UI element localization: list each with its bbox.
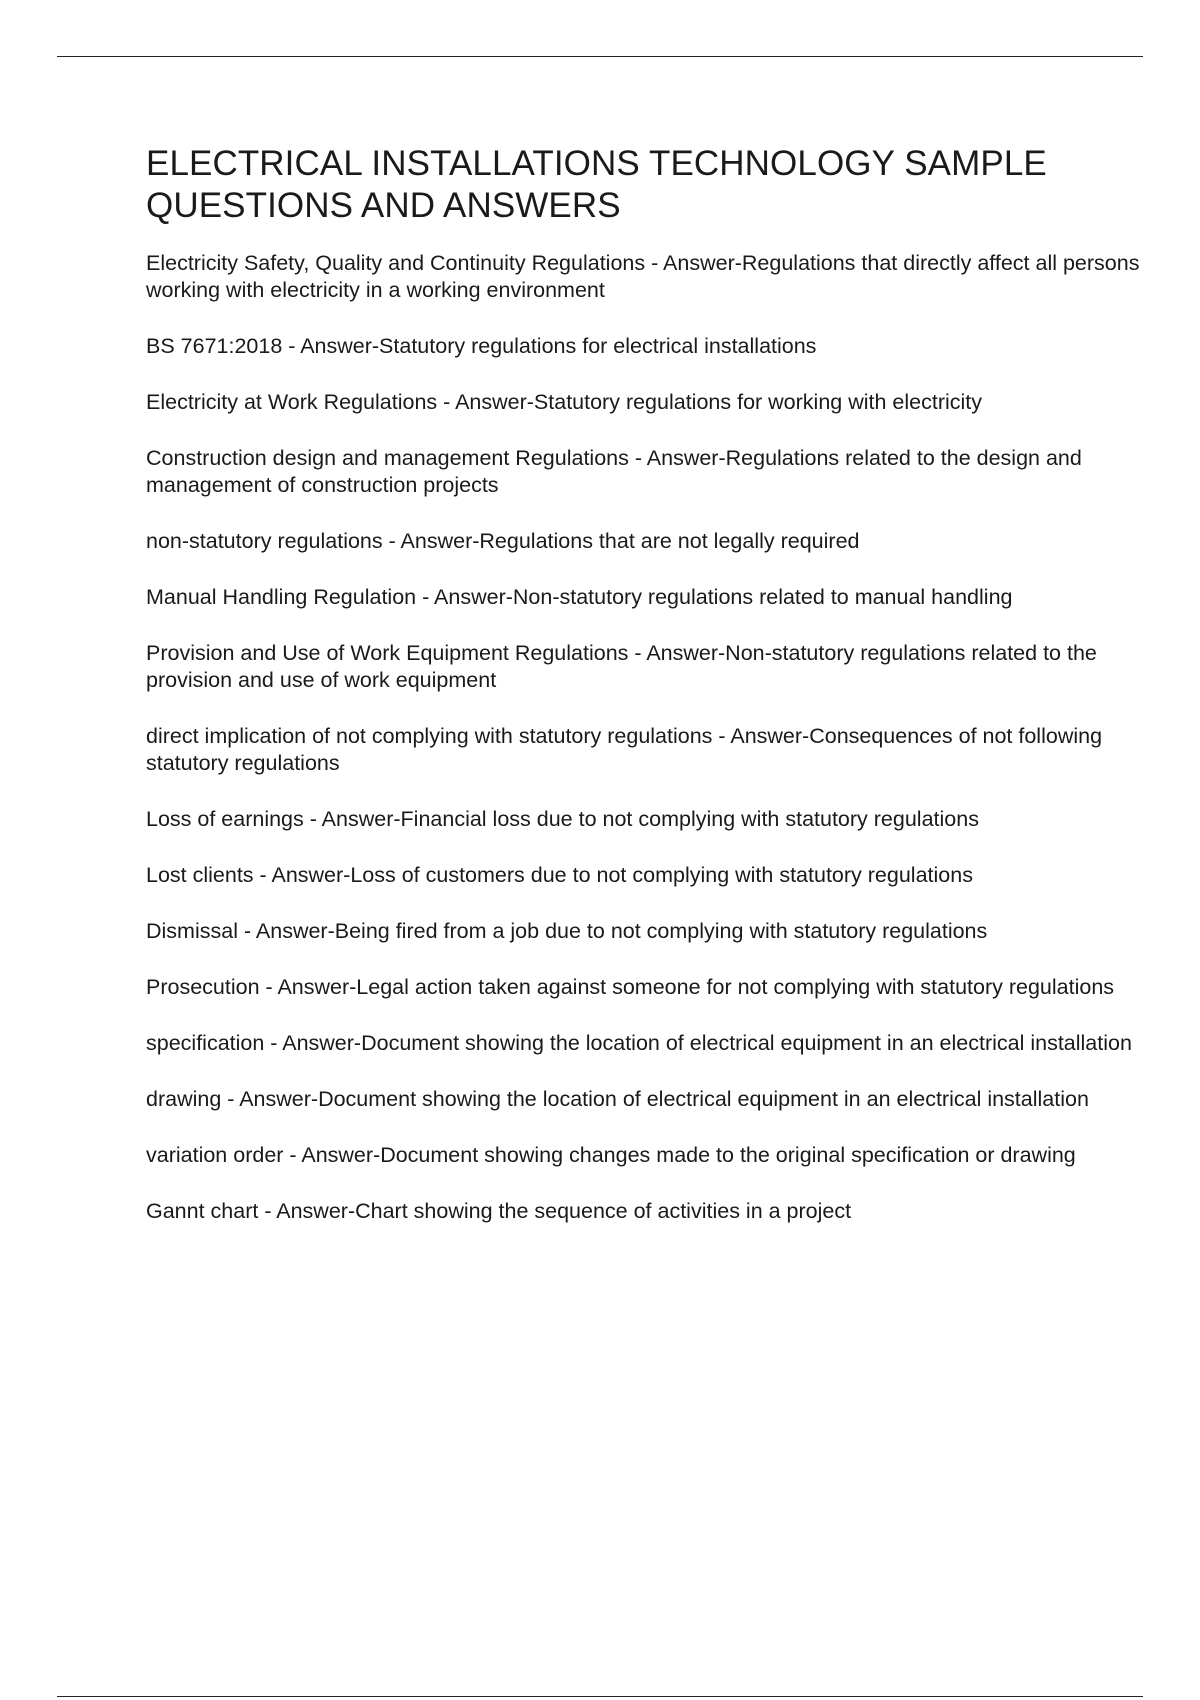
bottom-divider [57,1696,1143,1697]
document-body [146,143,1146,1254]
qa-item: Loss of earnings - Answer-Financial loss due to not complying with statutory regulations [146,807,979,831]
qa-item: Gannt chart - Answer-Chart showing the sequence of activities in a project [146,1199,852,1223]
qa-item: Electricity Safety, Quality and Continuity Regulations - Answer-Regulations that directly affect all persons working with electricity in a working environment [146,251,1140,302]
qa-item: direct implication of not complying with statutory regulations - Answer-Consequences of not following statutory regulations [146,724,1103,775]
qa-item: variation order - Answer-Document showing changes made to the original specification or drawing [146,1143,1076,1167]
qa-item: Dismissal - Answer-Being fired from a job due to not complying with statutory regulations [146,919,988,943]
top-divider [57,56,1143,57]
qa-item: specification - Answer-Document showing the location of electrical equipment in an electrical installation [146,1031,1132,1055]
qa-item: Provision and Use of Work Equipment Regulations - Answer-Non-statutory regulations related to the provision and use of work equipment [146,641,1097,692]
qa-item: drawing - Answer-Document showing the location of electrical equipment in an electrical installation [146,1087,1089,1111]
qa-item: Electricity at Work Regulations - Answer-Statutory regulations for working with electricity [146,390,983,414]
qa-list [146,250,1146,1225]
qa-item: Construction design and management Regulations - Answer-Regulations related to the design and management of construction projects [146,446,1082,497]
qa-item: Lost clients - Answer-Loss of customers due to not complying with statutory regulations [146,863,973,887]
page-title: ELECTRICAL INSTALLATIONS TECHNOLOGY SAMPLE QUESTIONS AND ANSWERS [146,144,1047,225]
qa-item: non-statutory regulations - Answer-Regulations that are not legally required [146,529,860,553]
qa-item: Manual Handling Regulation - Answer-Non-statutory regulations related to manual handling [146,585,1013,609]
qa-item: BS 7671:2018 - Answer-Statutory regulations for electrical installations [146,334,817,358]
qa-item: Prosecution - Answer-Legal action taken against someone for not complying with statutory regulations [146,975,1115,999]
